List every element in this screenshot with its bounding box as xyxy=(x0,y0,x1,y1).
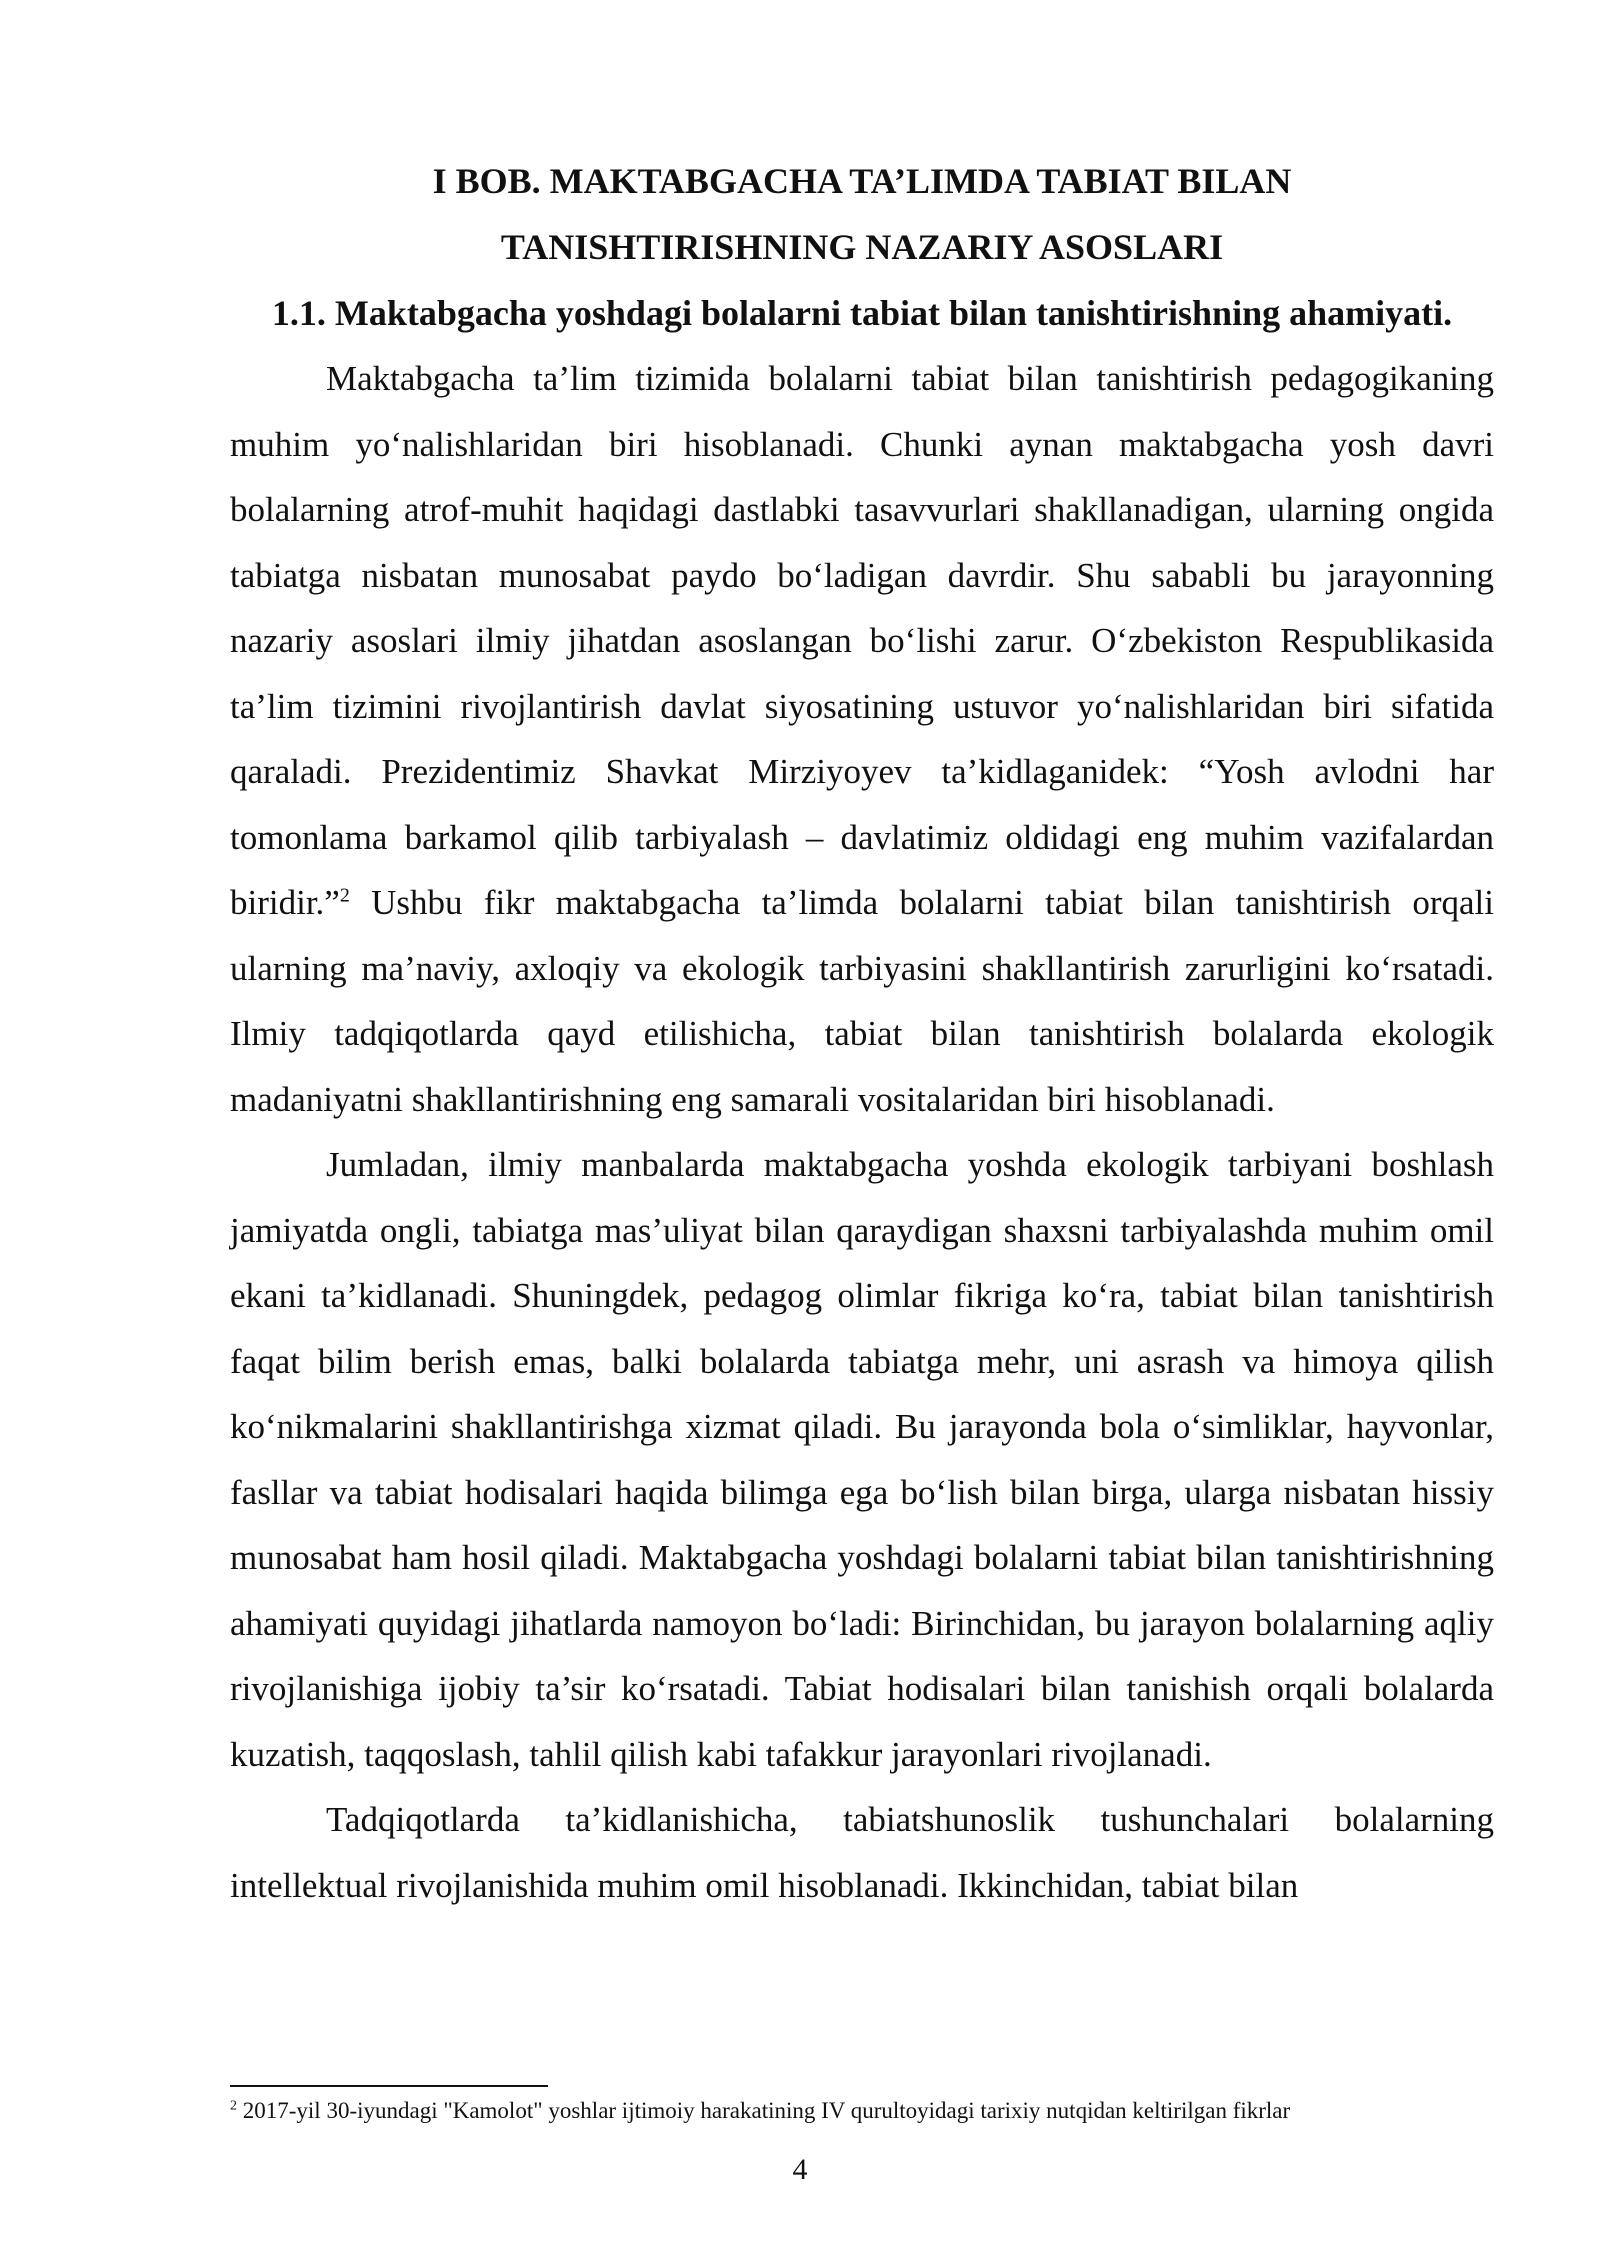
footnote-reference: 2 xyxy=(339,884,350,907)
chapter-title-line-2: TANISHTIRISHNING NAZARIY ASOSLARI xyxy=(500,227,1224,267)
section-title: 1.1. Maktabgacha yoshdagi bolalarni tabiat bilan tanishtirishning ahamiyati. xyxy=(271,293,1453,333)
paragraph-3: Tadqiqotlarda ta’kidlanishicha, tabiatshunoslik tushunchalari bolalarning intellektual rivojlanishida muhim omil hisoblanadi. Ikkinchidan, tabiat bilan xyxy=(230,1800,1494,1905)
page-number: 4 xyxy=(792,2153,808,2186)
paragraph-2: Jumladan, ilmiy manbalarda maktabgacha yoshda ekologik tarbiyani boshlash jamiyatda ongli, tabiatga mas’uliyat bilan qaraydigan shaxsni tarbiyalashda muhim omil ekani ta’kidlanadi. Shuningdek, pedagog olimlar fikriga ko‘ra, tabiat bilan tanishtirish faqat bilim berish emas, balki bolalarda tabiatga mehr, uni asrash va himoya qilish ko‘nikmalarini shakllantirishga xizmat qiladi. Bu jarayonda bola o‘simliklar, hayvonlar, fasllar va tabiat hodisalari haqida bilimga ega bo‘lish bilan birga, ularga nisbatan hissiy munosabat ham hosil qiladi. Maktabgacha yoshdagi bolalarni tabiat bilan tanishtirishning ahamiyati quyidagi jihatlarda namoyon bo‘ladi: Birinchidan, bu jarayon bolalarning aqliy rivojlanishiga ijobiy ta’sir ko‘rsatadi. Tabiat hodisalari bilan tanishish orqali bolalarda kuzatish, taqqoslash, tahlil qilish kabi tafakkur jarayonlari rivojlanadi. xyxy=(230,1145,1494,1774)
paragraph-1-text-b: Ushbu fikr maktabgacha ta’limda bolalarni tabiat bilan tanishtirish orqali ularning ma’naviy, axloqiy va ekologik tarbiyasini shakllantirish zarurligini ko‘rsatadi. Ilmiy tadqiqotlarda qayd etilishicha, tabiat bilan tanishtirish bolalarda ekologik madaniyatni shakllantirishning eng samarali vositalaridan biri hisoblanadi. xyxy=(230,883,1494,1119)
paragraph-1 xyxy=(230,346,1494,1132)
paragraph-1-text-a: Maktabgacha ta’lim tizimida bolalarni tabiat bilan tanishtirish pedagogikaning muhim yo‘nalishlaridan biri hisoblanadi. Chunki aynan maktabgacha yosh davri bolalarning atrof-muhit haqidagi dastlabki tasavvurlari shakllanadigan, ularning ongida tabiatga nisbatan munosabat paydo bo‘ladigan davrdir. Shu sababli bu jarayonning nazariy asoslari ilmiy jihatdan asoslangan bo‘lishi zarur. O‘zbekiston Respublikasida ta’lim tizimini rivojlantirish davlat siyosatining ustuvor yo‘nalishlaridan biri sifatida qaraladi. Prezidentimiz Shavkat Mirziyoyev ta’kidlaganidek: “Yosh avlodni har tomonlama barkamol qilib tarbiyalash – davlatimiz oldidagi eng muhim vazifalardan biridir.” xyxy=(230,359,1494,922)
chapter-title-line-1: I BOB. MAKTABGACHA TA’LIMDA TABIAT BILAN xyxy=(432,161,1292,201)
footnote-text: 2017-yil 30-iyundagi "Kamolot" yoshlar ijtimoiy harakatining IV qurultoyidagi tarixiy nutqidan keltirilgan fikrlar xyxy=(237,2098,1291,2123)
page-body xyxy=(230,148,1494,1918)
chapter-title xyxy=(230,148,1494,280)
footnote-number: 2 xyxy=(230,2098,237,2114)
footnote xyxy=(230,2096,1520,2126)
footnote-separator xyxy=(230,2085,548,2087)
